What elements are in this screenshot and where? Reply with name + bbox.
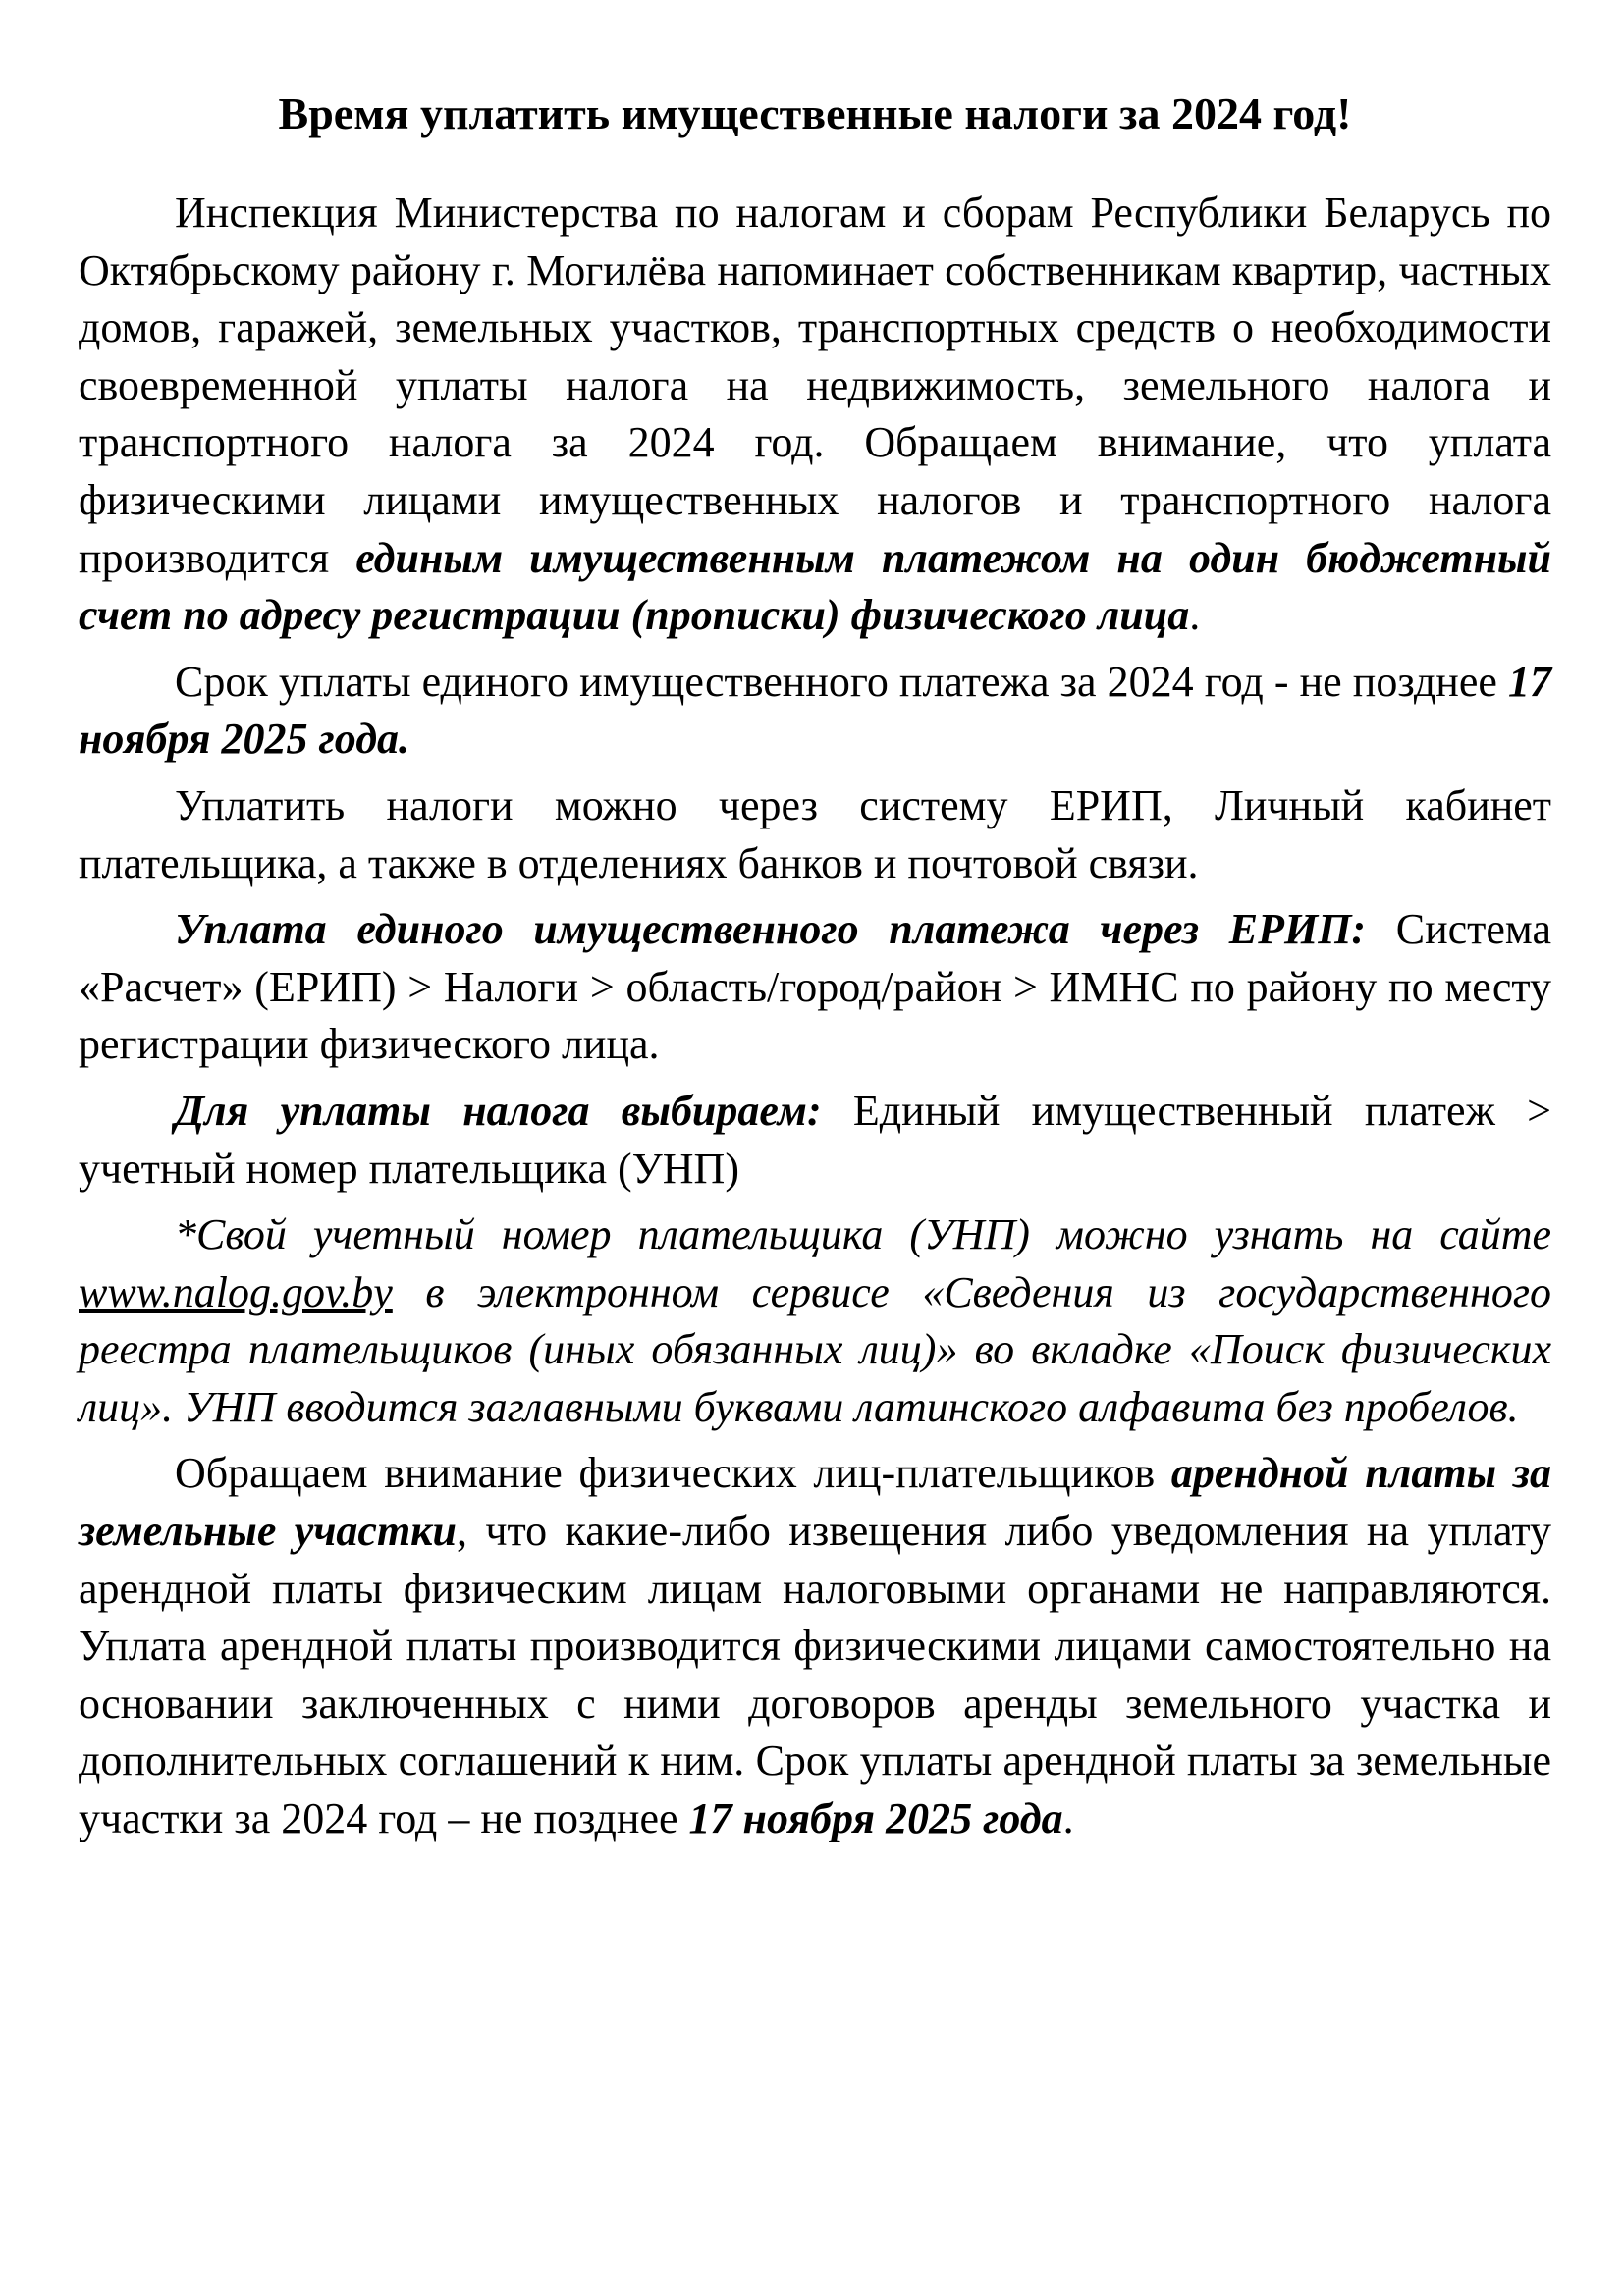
document-title: Время уплатить имущественные налоги за 2024 год! xyxy=(278,88,1352,138)
reminder-emphasis: единым имущественным платежом на один бюджетный счет по адресу регистрации (прописки) физического лица xyxy=(79,533,1552,640)
erip-heading: Уплата единого имущественного платежа через ЕРИП: xyxy=(175,905,1367,954)
select-payment-text: Единый имущественный платеж > учетный номер плательщика (УНП) xyxy=(79,1086,1551,1193)
paragraph-deadline xyxy=(79,654,1551,769)
land-rent-deadline-date: 17 ноября 2025 года xyxy=(688,1794,1063,1843)
unp-note-text-after: в электронном сервисе «Сведения из государственного реестра плательщиков (иных обязанных лиц)» во вкладке «Поиск физических лиц». УНП вводится заглавными буквами латинского алфавита без пробелов. xyxy=(79,1267,1551,1431)
paragraph-erip-path xyxy=(79,901,1551,1074)
reminder-text: Инспекция Министерства по налогам и сборам Республики Беларусь по Октябрьскому району г. Могилёва напоминает собственникам квартир, частных домов, гаражей, земельных участков, транспортных средств о необходимости своевременной уплаты налога на недвижимость, земельного налога и транспортного налога за 2024 год. Обращаем внимание, что уплата физическими лицами имущественных налогов и транспортного налога производится xyxy=(79,188,1551,582)
erip-path-text: Система «Расчет» (ЕРИП) > Налоги > область/город/район > ИМНС по району по месту регистрации физического лица. xyxy=(79,905,1551,1069)
nalog-website-link[interactable]: www.nalog.gov.by xyxy=(79,1267,393,1316)
land-rent-end: . xyxy=(1062,1794,1074,1843)
unp-note-text-before: *Свой учетный номер плательщика (УНП) можно узнать на сайте xyxy=(175,1210,1551,1259)
paragraph-land-rent xyxy=(79,1445,1551,1847)
paragraph-unp-note xyxy=(79,1206,1551,1436)
land-rent-text-middle: , что какие-либо извещения либо уведомления на уплату арендной платы физическим лицам налоговыми органами не направляются. Уплата арендной платы производится физическими лицами самостоятельно на основании заключенных с ними договоров аренды земельного участка и дополнительных соглашений к ним. Срок уплаты арендной платы за земельные участки за 2024 год – не позднее xyxy=(79,1507,1551,1843)
deadline-text: Срок уплаты единого имущественного платежа за 2024 год - не позднее xyxy=(175,657,1508,706)
payment-methods-text: Уплатить налоги можно через систему ЕРИП, Личный кабинет плательщика, а также в отделениях банков и почтовой связи. xyxy=(79,780,1551,887)
reminder-end: . xyxy=(1189,591,1201,640)
document-page xyxy=(79,80,1551,1848)
land-rent-text-before: Обращаем внимание физических лиц-плательщиков xyxy=(175,1449,1171,1498)
paragraph-payment-methods xyxy=(79,777,1551,892)
paragraph-select-payment xyxy=(79,1083,1551,1198)
land-rent-emphasis: арендной платы за земельные участки xyxy=(79,1449,1551,1556)
deadline-date: 17 ноября 2025 года. xyxy=(79,657,1551,764)
select-payment-heading: Для уплаты налога выбираем: xyxy=(175,1086,822,1135)
paragraph-reminder xyxy=(79,185,1551,645)
